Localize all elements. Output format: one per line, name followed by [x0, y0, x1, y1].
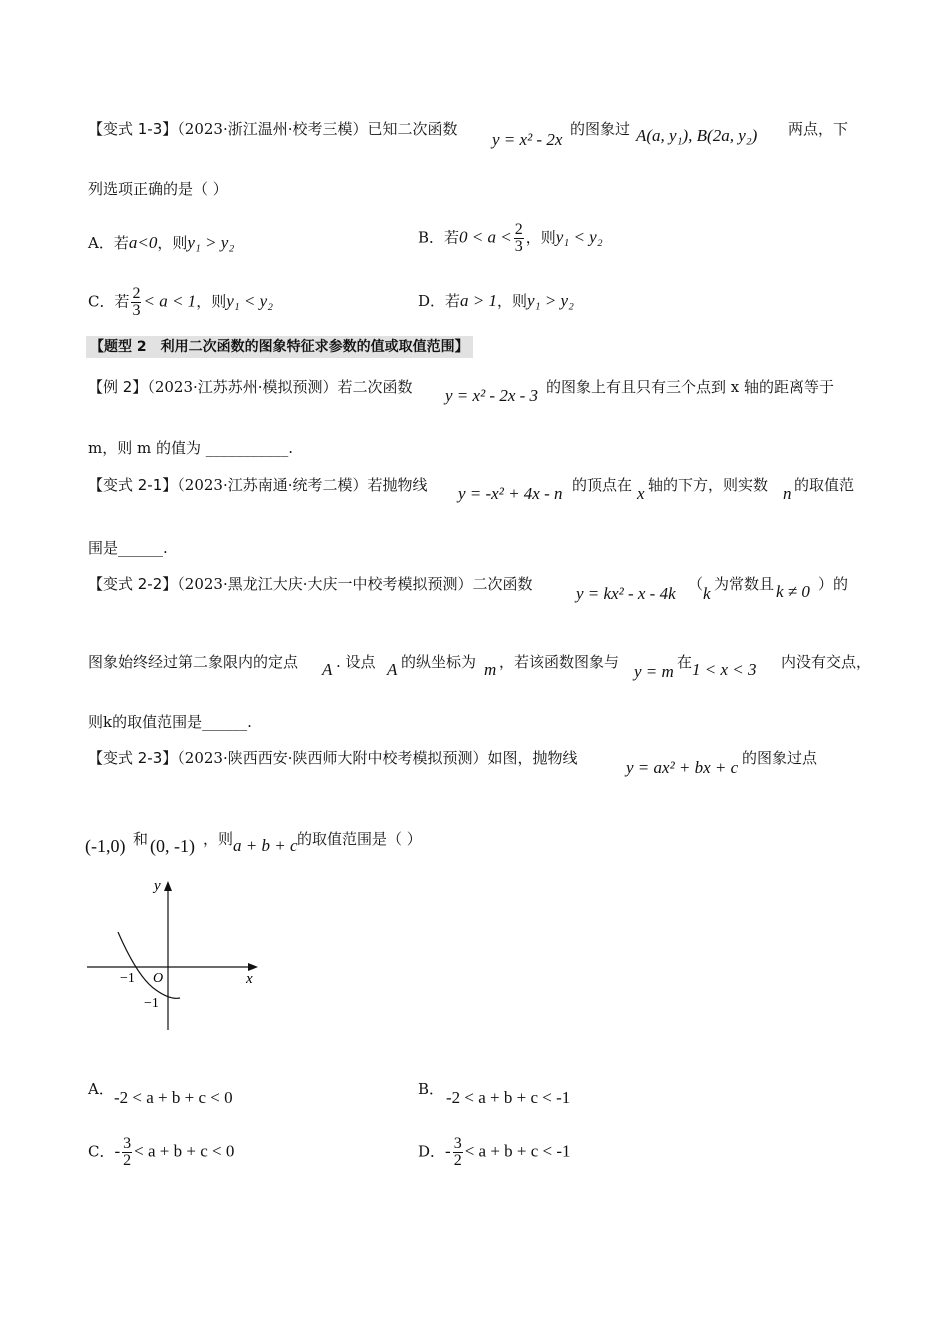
numerator: 3 — [123, 1135, 132, 1152]
option-sep: ，则 — [157, 234, 188, 252]
option-label: A． — [88, 1080, 114, 1098]
option-expr: < a + b + c < -1 — [464, 1141, 571, 1161]
y-axis-arrow — [164, 881, 172, 891]
option-result: y₁ > y₂ — [527, 291, 574, 310]
y-tick-label: −1 — [144, 996, 159, 1011]
q13-formula: y = x² - 2x — [492, 130, 563, 149]
option-expr: 0 < a < — [459, 227, 512, 247]
denominator: 2 — [123, 1152, 132, 1169]
q23-option-a-expr[interactable]: -2 < a + b + c < 0 — [114, 1088, 233, 1107]
q21-tail: 的取值范 — [794, 476, 855, 494]
q22-source: （2023·黑龙江大庆·大庆一中校考模拟预测）二次函数 — [177, 575, 533, 593]
q22-tail: ）的 — [818, 575, 849, 593]
fraction — [131, 286, 141, 319]
option-expr: a > 1 — [460, 291, 498, 310]
parabola-graph — [82, 870, 272, 1040]
x-axis-arrow — [248, 963, 258, 971]
q23-point2: (0, -1) — [150, 836, 195, 856]
q13-source: （2023·浙江温州·校考三模）已知二次函数 — [177, 120, 458, 138]
option-result: y₁ < y₂ — [555, 227, 603, 247]
numerator: 3 — [453, 1135, 462, 1152]
option-sep: ，则 — [525, 228, 556, 247]
option-label: C．若 — [88, 292, 130, 311]
q23-formula: y = ax² + bx + c — [626, 758, 739, 777]
option-label: B．若 — [418, 228, 460, 247]
x-tick-label: −1 — [120, 971, 135, 986]
ex2-formula: y = x² - 2x - 3 — [445, 386, 539, 405]
option-label: C． — [88, 1142, 115, 1161]
q23-tail: 的图象过点 — [742, 749, 818, 767]
q23-option-b-expr[interactable]: -2 < a + b + c < -1 — [446, 1088, 571, 1107]
ex2-line2: m，则 m 的值为 ___________. — [88, 439, 294, 457]
q23-mid: ，则 — [203, 830, 234, 848]
option-label: B． — [418, 1080, 445, 1098]
q23-option-d[interactable] — [418, 1136, 571, 1169]
q23-line1 — [88, 747, 578, 769]
q13-option-b[interactable] — [418, 222, 603, 255]
option-neg: - — [114, 1141, 121, 1161]
q13-option-a[interactable] — [88, 232, 234, 254]
q22-point-a: A — [322, 660, 333, 679]
denominator: 2 — [453, 1152, 462, 1169]
q23-and: 和 — [133, 830, 149, 848]
y-axis-label: y — [154, 878, 161, 894]
x-axis-label: x — [246, 971, 253, 987]
denominator: 3 — [514, 238, 523, 255]
option-result: y₁ < y₂ — [226, 291, 274, 311]
q22-formula: y = kx² - x - 4k — [576, 584, 676, 603]
q21-formula: y = -x² + 4x - n — [458, 484, 563, 503]
q22-line2-d: ，若该函数图象与 — [499, 653, 620, 671]
option-neg: - — [445, 1141, 451, 1161]
option-expr: a<0 — [128, 233, 158, 252]
numerator: 2 — [132, 285, 141, 302]
denominator: 3 — [132, 302, 141, 319]
q23-option-c[interactable] — [88, 1136, 234, 1169]
q22-eq: y = m — [634, 662, 674, 681]
q13-option-c[interactable] — [88, 286, 273, 319]
q21-mid: 的顶点在 — [572, 476, 633, 494]
q22-var-m: m — [484, 660, 497, 679]
q22-line2-c: 的纵坐标为 — [401, 653, 477, 671]
q21-source: （2023·江苏南通·统考二模）若抛物线 — [177, 476, 428, 494]
q23-tail2: 的取值范围是（ ） — [297, 830, 422, 848]
fraction — [122, 1136, 132, 1169]
q22-line2-b: . 设点 — [336, 653, 376, 671]
q23-tag: 【变式 2-3】 — [88, 749, 178, 767]
q22-paren: （ — [688, 575, 704, 593]
ex2-tag: 【例 2】 — [88, 378, 148, 396]
q22-cond: k ≠ 0 — [776, 582, 810, 601]
q21-line1 — [88, 474, 428, 496]
q22-line3: 则k的取值范围是______. — [88, 713, 252, 731]
option-result: y₁ > y₂ — [187, 233, 235, 252]
q23-point1: (-1,0) — [85, 836, 126, 856]
ex2-line1 — [88, 376, 413, 398]
q23-expr: a + b + c — [233, 836, 298, 855]
q13-points: A(a, y₁), B(2a, y₂) — [636, 126, 758, 145]
section-title-type2: 【题型 2 利用二次函数的图象特征求参数的值或取值范围】 — [86, 336, 473, 358]
fraction — [514, 222, 524, 255]
option-expr: < a + b + c < 0 — [134, 1141, 235, 1161]
q22-range: 1 < x < 3 — [692, 660, 757, 679]
q13-line2: 列选项正确的是（ ） — [88, 180, 228, 198]
option-label: D． — [418, 1142, 446, 1161]
q13-tail: 两点，下 — [788, 120, 849, 138]
option-expr: < a < 1 — [143, 291, 197, 311]
option-sep: ，则 — [497, 292, 528, 310]
q21-mid2: 轴的下方，则实数 — [648, 476, 769, 494]
fraction — [453, 1136, 463, 1169]
numerator: 2 — [514, 221, 523, 238]
option-sep: ，则 — [196, 292, 227, 311]
q22-point-a2: A — [387, 660, 398, 679]
q22-tag: 【变式 2-2】 — [88, 575, 178, 593]
q23-source: （2023·陕西西安·陕西师大附中校考模拟预测）如图，抛物线 — [177, 749, 578, 767]
q22-line2-f: 内没有交点， — [781, 653, 872, 671]
q21-line2: 围是______. — [88, 539, 168, 557]
q22-line1 — [88, 573, 533, 595]
q13-line1 — [88, 118, 458, 140]
q13-option-d[interactable] — [418, 290, 574, 312]
q21-tag: 【变式 2-1】 — [88, 476, 178, 494]
q21-var-x: x — [637, 484, 645, 503]
q22-var-k: k — [703, 584, 711, 603]
ex2-source: （2023·江苏苏州·模拟预测）若二次函数 — [147, 378, 413, 396]
q13-tag: 【变式 1-3】 — [88, 120, 178, 138]
origin-label: O — [153, 971, 164, 986]
option-label: D．若 — [418, 292, 461, 310]
q13-mid: 的图象过 — [570, 120, 631, 138]
q22-line2: 图象始终经过第二象限内的定点 — [88, 653, 299, 671]
q23-option-b[interactable] — [418, 1078, 444, 1100]
q21-var-n: n — [783, 484, 792, 503]
q22-cond-text: 为常数且 — [714, 575, 775, 593]
q23-option-a[interactable] — [88, 1078, 114, 1100]
option-label: A．若 — [88, 234, 129, 252]
parabola-curve — [118, 932, 180, 998]
ex2-tail: 的图象上有且只有三个点到 x 轴的距离等于 — [546, 378, 834, 396]
q22-line2-e: 在 — [677, 653, 693, 671]
